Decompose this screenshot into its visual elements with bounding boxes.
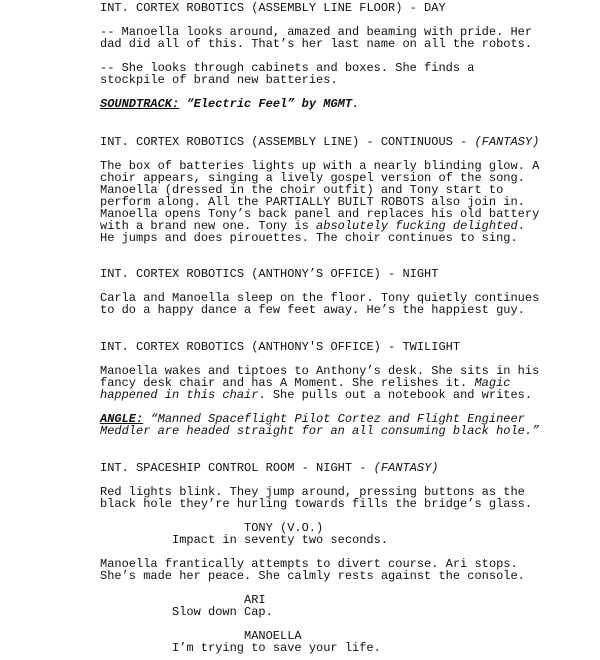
angle-label: ANGLE: bbox=[100, 412, 144, 426]
angle-text: “Manned Spaceflight Pilot Cortez and Flight Engineer bbox=[143, 412, 525, 426]
dialogue-line: Impact in seventy two seconds. bbox=[172, 533, 389, 547]
action-line bbox=[100, 389, 532, 401]
action-text: fancy desk chair and has A Moment. She relishes it. bbox=[100, 376, 475, 390]
dialogue-line: I’m trying to save your life. bbox=[172, 641, 381, 655]
scene-heading: INT. CORTEX ROBOTICS (ANTHONY’S OFFICE) - NIGHT bbox=[100, 267, 439, 281]
action-line: dad did all of this. That’s her last name on all the robots. bbox=[100, 37, 533, 51]
action-line: He jumps and does pirouettes. The choir continues to sing. bbox=[100, 231, 518, 245]
character-name: ARI bbox=[244, 593, 266, 607]
action-line: The box of batteries lights up with a nearly blinding glow. A bbox=[100, 159, 540, 173]
action-line: black hole they’re hurling towards fills the bridge’s glass. bbox=[100, 497, 533, 511]
action-emphasis: absolutely fucking delighted bbox=[316, 219, 518, 233]
scene-heading bbox=[100, 462, 438, 474]
action-line: -- She looks through cabinets and boxes. She finds a bbox=[100, 61, 475, 75]
action-line: Carla and Manoella sleep on the floor. Tony quietly continues bbox=[100, 291, 540, 305]
scene-heading: INT. CORTEX ROBOTICS (ASSEMBLY LINE FLOOR) - DAY bbox=[100, 1, 446, 15]
scene-heading bbox=[100, 136, 539, 148]
action-line: Manoella wakes and tiptoes to Anthony’s desk. She sits in his bbox=[100, 364, 540, 378]
character-name: MANOELLA bbox=[244, 629, 302, 643]
soundtrack-value: “Electric Feel” by MGMT. bbox=[179, 97, 360, 111]
action-emphasis: happened in this chair bbox=[100, 388, 259, 402]
action-line: perform along. All the PARTIALLY BUILT ROBOTS also join in. bbox=[100, 195, 525, 209]
scene-heading-text: INT. SPACESHIP CONTROL ROOM - NIGHT - bbox=[100, 461, 374, 475]
soundtrack-note bbox=[100, 98, 359, 110]
action-line: stockpile of brand new batteries. bbox=[100, 73, 338, 87]
dialogue-line: Slow down Cap. bbox=[172, 605, 273, 619]
scene-heading-fantasy: (FANTASY) bbox=[474, 135, 540, 149]
action-line: She’s made her peace. She calmly rests against the console. bbox=[100, 569, 525, 583]
character-name: TONY (V.O.) bbox=[244, 521, 324, 535]
action-line: Manoella (dressed in the choir outfit) and Tony start to bbox=[100, 183, 504, 197]
scene-heading-text: INT. CORTEX ROBOTICS (ASSEMBLY LINE) - CONTINUOUS - bbox=[100, 135, 475, 149]
action-line: choir appears, singing a lively gospel version of the song. bbox=[100, 171, 525, 185]
action-line: Manoella frantically attempts to divert course. Ari stops. bbox=[100, 557, 518, 571]
action-text: . bbox=[517, 219, 525, 233]
action-line: Red lights blink. They jump around, pressing buttons as the bbox=[100, 485, 525, 499]
action-emphasis: Magic bbox=[474, 376, 511, 390]
action-line: to do a happy dance a few feet away. He’s the happiest guy. bbox=[100, 303, 525, 317]
action-text: with a brand new one. Tony is bbox=[100, 219, 317, 233]
action-line: Manoella opens Tony’s back panel and replaces his old battery bbox=[100, 207, 540, 221]
action-text: . She pulls out a notebook and writes. bbox=[258, 388, 533, 402]
soundtrack-label: SOUNDTRACK: bbox=[100, 97, 180, 111]
scene-heading: INT. CORTEX ROBOTICS (ANTHONY'S OFFICE) - TWILIGHT bbox=[100, 340, 461, 354]
scene-heading-fantasy: (FANTASY) bbox=[373, 461, 439, 475]
action-line: -- Manoella looks around, amazed and beaming with pride. Her bbox=[100, 25, 533, 39]
angle-note: Meddler are headed straight for an all consuming black hole.” bbox=[100, 424, 540, 438]
